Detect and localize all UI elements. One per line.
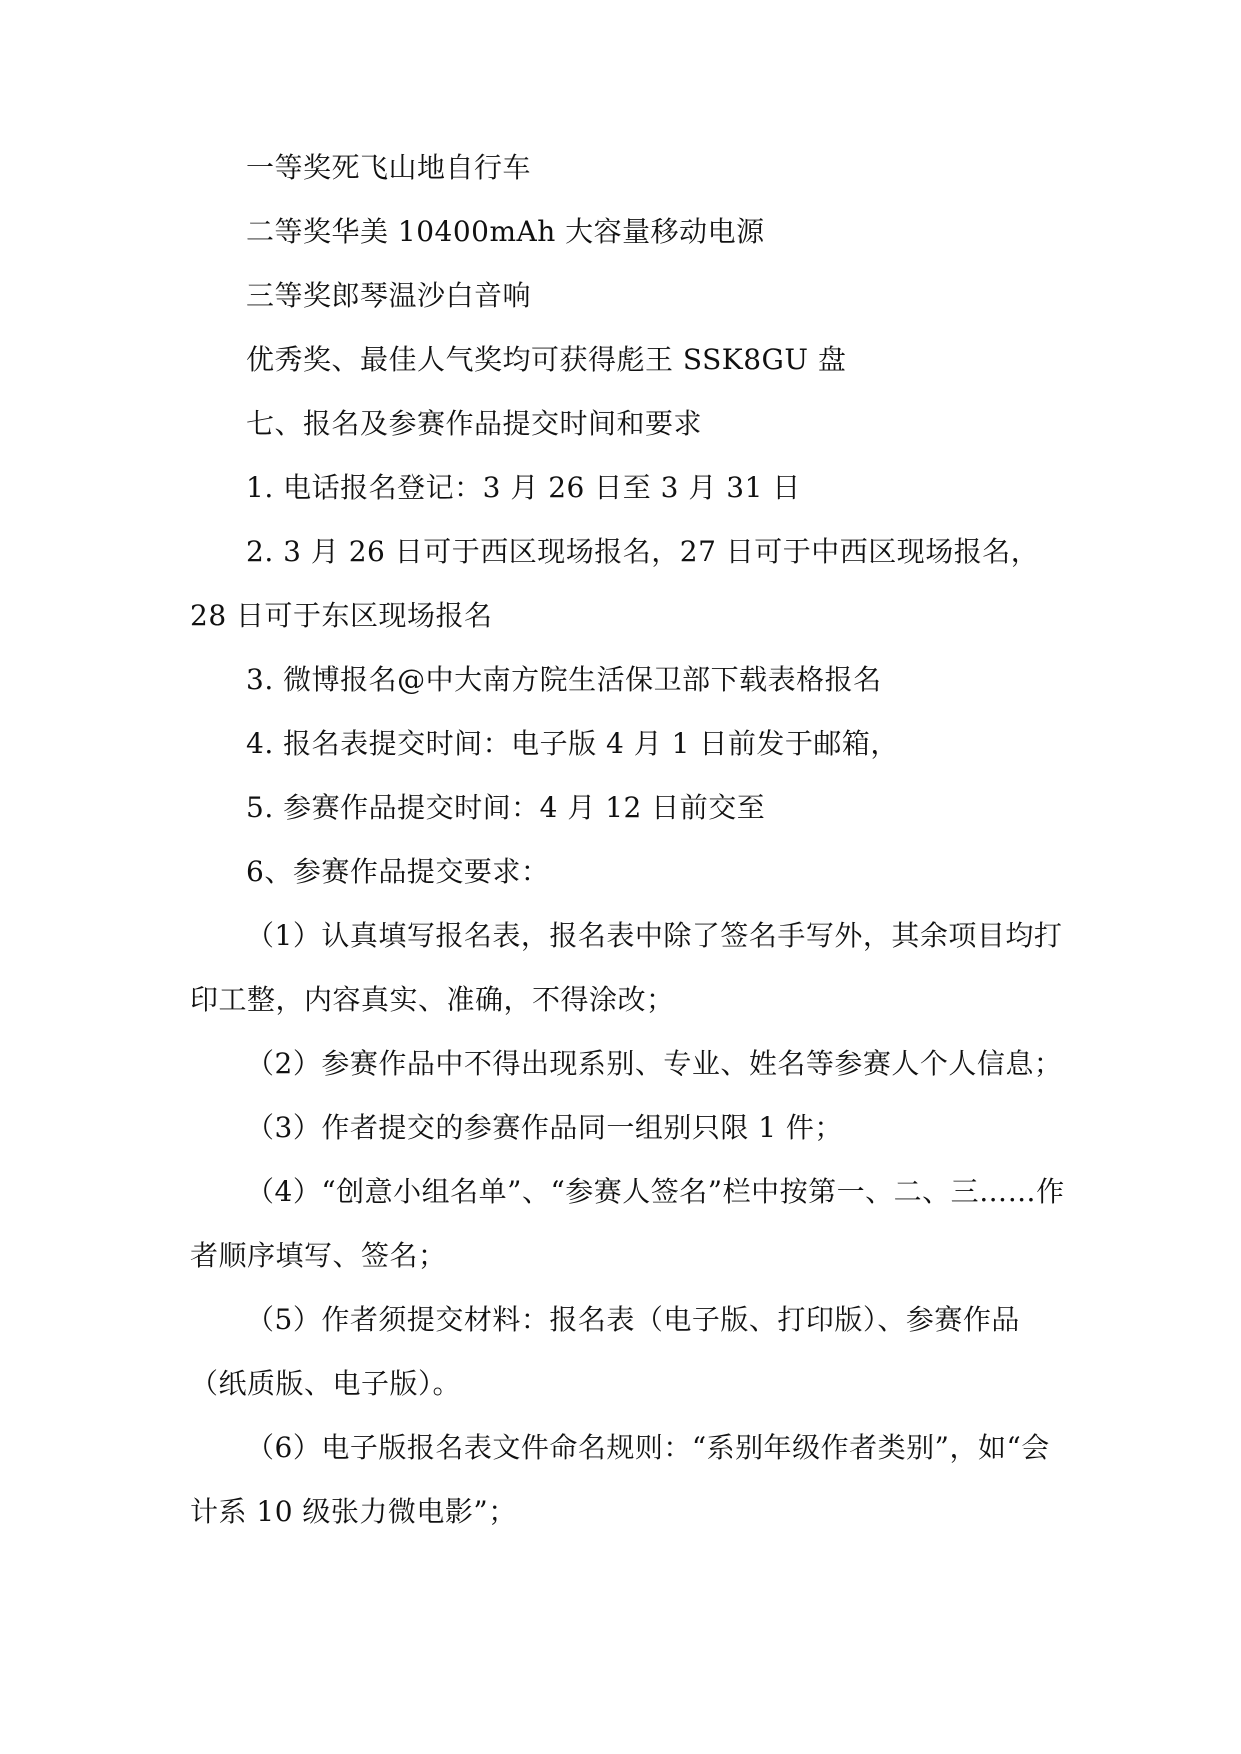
registration-item-4: 4. 报名表提交时间：电子版 4 月 1 日前发于邮箱，: [246, 727, 899, 760]
registration-item-5: 5. 参赛作品提交时间：4 月 12 日前交至: [246, 791, 766, 824]
requirement-3: （3）作者提交的参赛作品同一组别只限 1 件；: [246, 1111, 843, 1144]
requirement-1: （1）认真填写报名表，报名表中除了签名手写外，其余项目均打印工整，内容真实、准确，不得涂改；: [190, 919, 1063, 1016]
requirement-5: （5）作者须提交材料：报名表（电子版、打印版）、参赛作品（纸质版、电子版）。: [190, 1303, 1020, 1400]
section-heading: 七、报名及参赛作品提交时间和要求: [246, 407, 703, 440]
requirement-2: （2）参赛作品中不得出现系别、专业、姓名等参赛人个人信息；: [246, 1047, 1063, 1080]
prize-first: 一等奖死飞山地自行车: [246, 151, 532, 184]
prize-third: 三等奖郎琴温沙白音响: [246, 279, 532, 312]
registration-item-3: 3. 微博报名@中大南方院生活保卫部下载表格报名: [246, 663, 882, 696]
requirements-heading: 6、参赛作品提交要求：: [246, 855, 550, 888]
requirement-6: （6）电子版报名表文件命名规则：“系别年级作者类别”，如“会计系 10 级张力微电影”；: [190, 1431, 1050, 1528]
prize-second: 二等奖华美 10400mAh 大容量移动电源: [246, 215, 765, 248]
registration-item-2: 2. 3 月 26 日可于西区现场报名，27 日可于中西区现场报名，28 日可于东区现场报名: [190, 535, 1040, 632]
prize-excellence: 优秀奖、最佳人气奖均可获得彪王 SSK8GU 盘: [246, 343, 847, 376]
document-body: [190, 150, 1070, 1558]
registration-item-1: 1. 电话报名登记：3 月 26 日至 3 月 31 日: [246, 471, 801, 504]
requirement-4: （4）“创意小组名单”、“参赛人签名”栏中按第一、二、三……作者顺序填写、签名；: [190, 1175, 1065, 1272]
